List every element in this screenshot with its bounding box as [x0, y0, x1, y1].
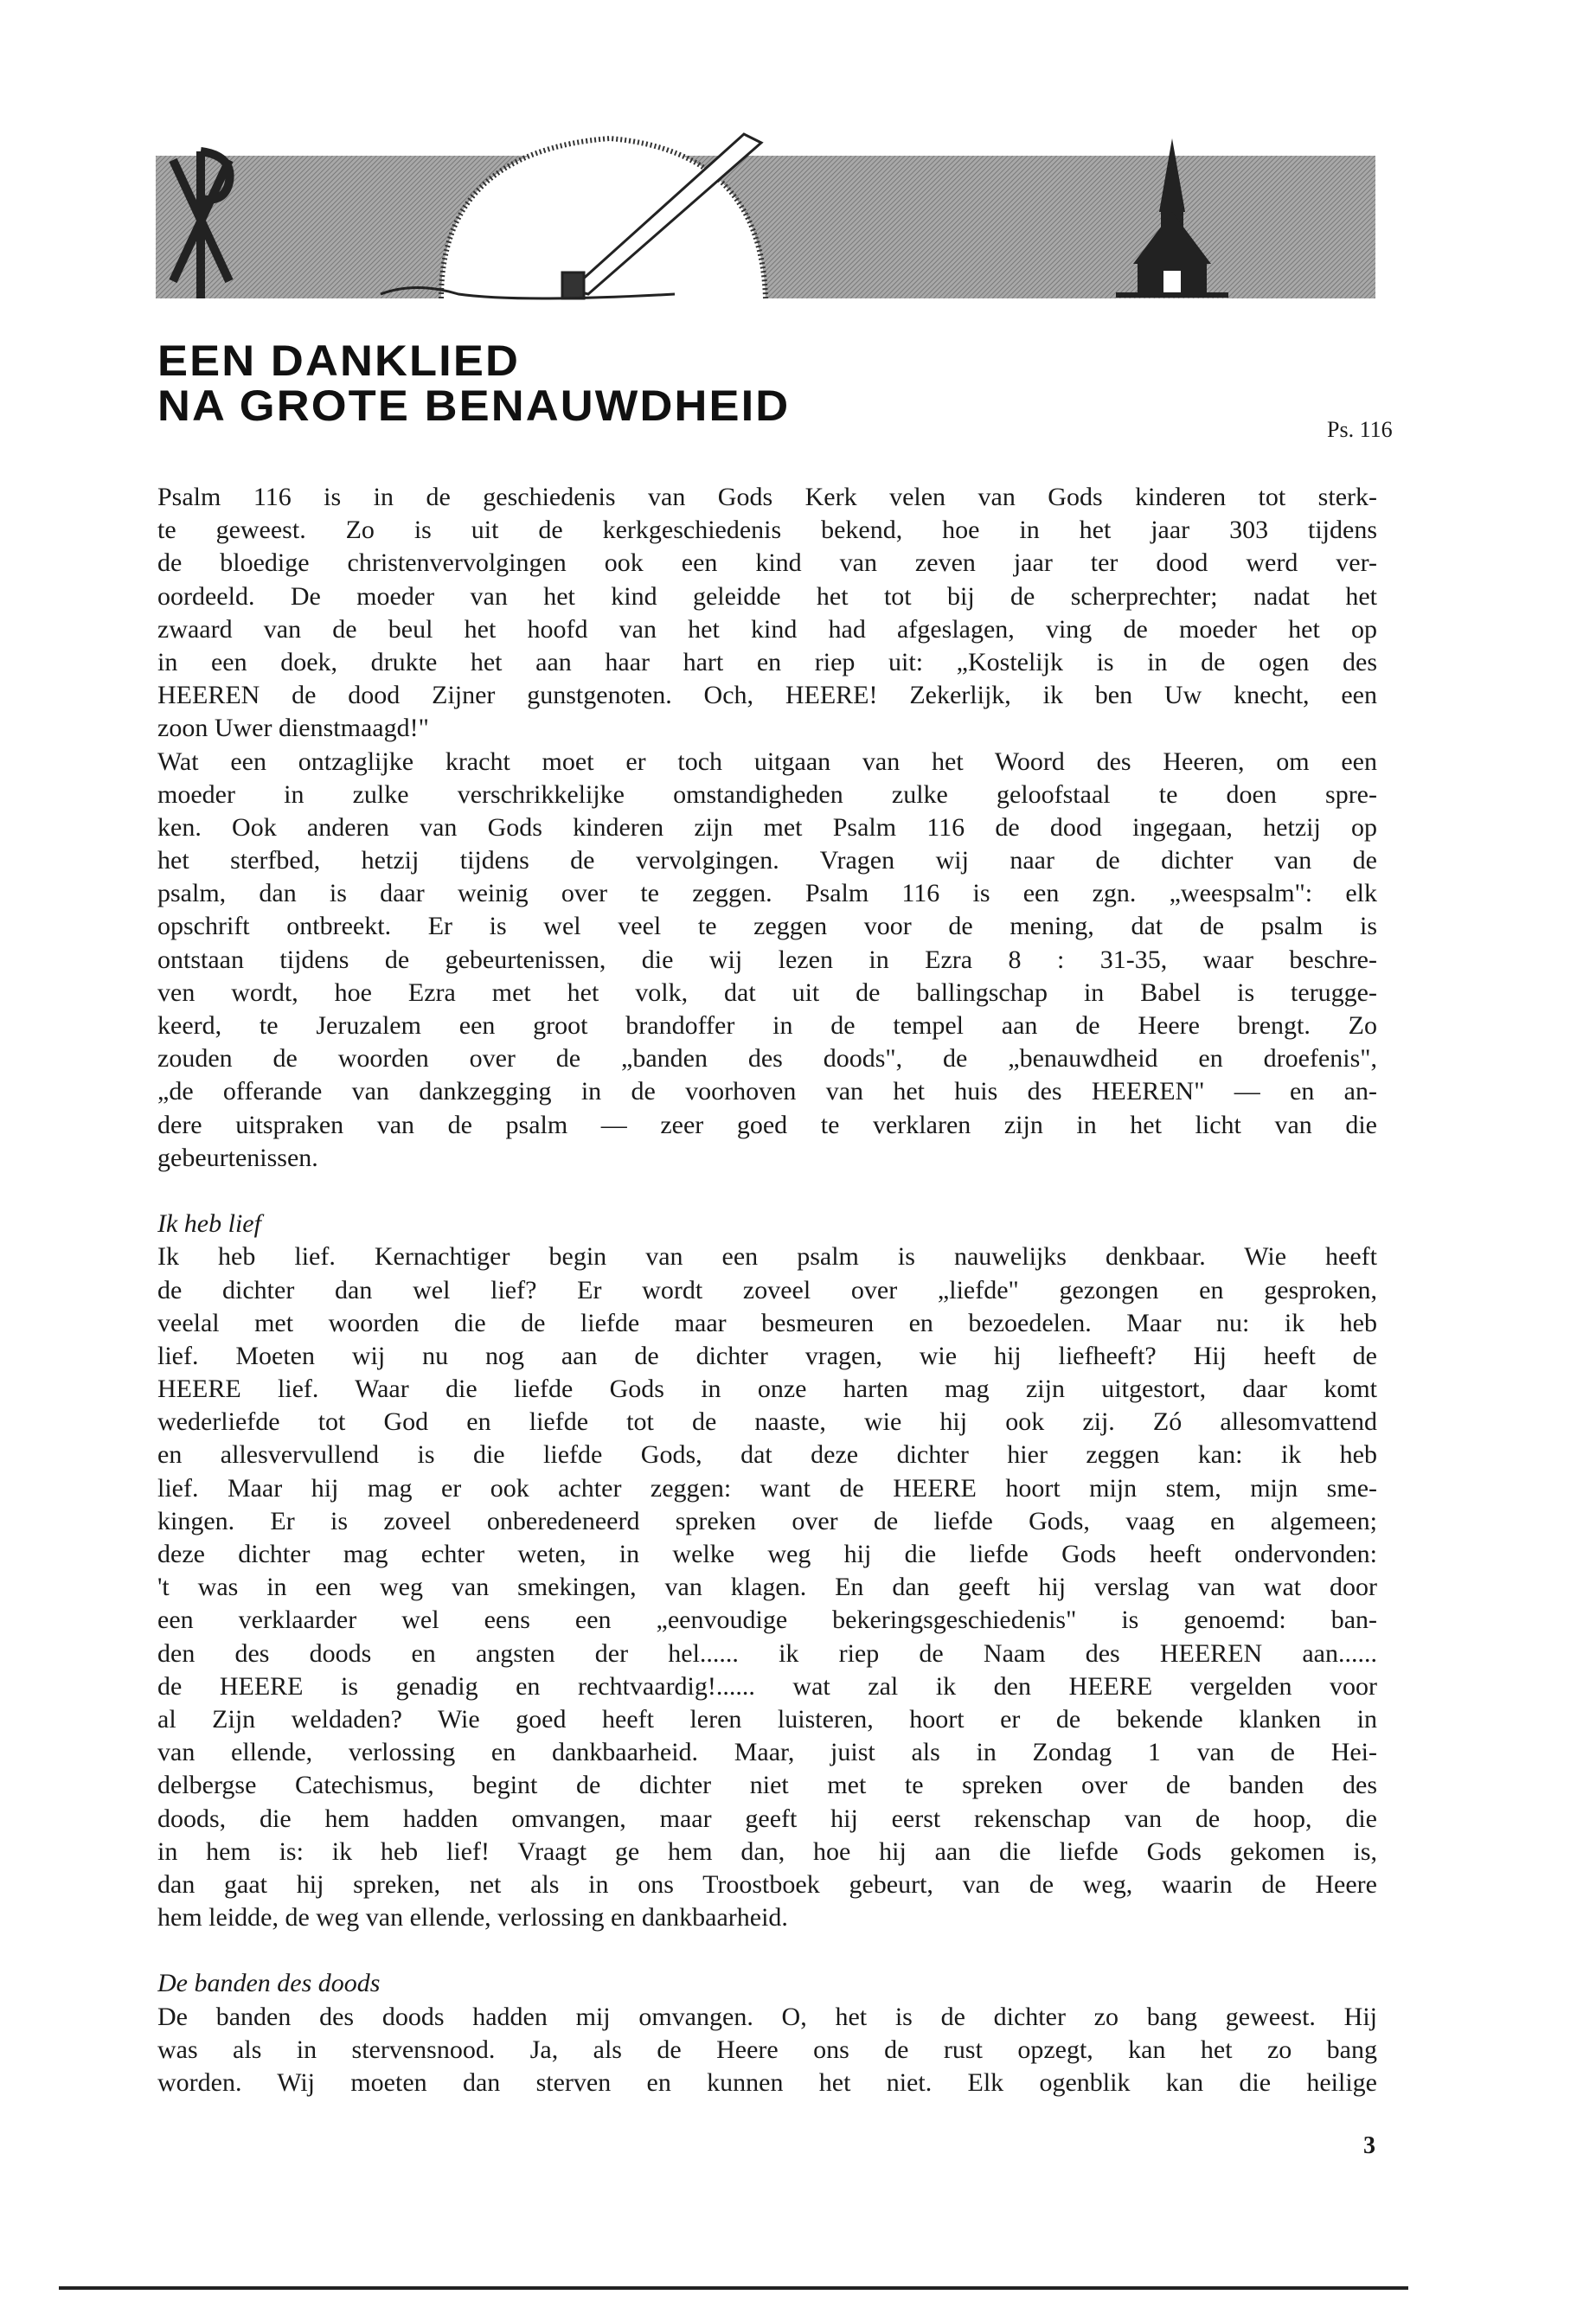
text-line: ven wordt, hoe Ezra met het volk, dat uit de ballingschap in Babel is terugge-: [157, 977, 1377, 1007]
text-line: zwaard van de beul het hoofd van het kind had afgeslagen, ving de moeder het op: [157, 614, 1377, 644]
page-number: 3: [1363, 2132, 1375, 2159]
text-line: al Zijn weldaden? Wie goed heeft leren luisteren, hoort er de bekende klanken in: [157, 1704, 1377, 1734]
text-line: den des doods en angsten der hel...... ik riep de Naam des HEEREN aan......: [157, 1638, 1377, 1668]
text-line: zoon Uwer dienstmaagd!": [157, 714, 429, 743]
title-line-2: NA GROTE BENAUWDHEID: [157, 381, 791, 430]
psalm-reference: Ps. 116: [1327, 417, 1393, 442]
section-gap: [157, 1175, 1377, 1208]
text-line: en allesvervullend is die liefde Gods, dat deze dichter hier zeggen kan: ik heb: [157, 1440, 1377, 1470]
text-line: gebeurtenissen.: [157, 1143, 318, 1172]
text-line: in hem is: ik heb lief! Vraagt ge hem dan, hoe hij aan die liefde Gods gekomen is,: [157, 1836, 1377, 1866]
text-line: was als in stervensnood. Ja, als de Heere ons de rust opzegt, kan het zo bang: [157, 2035, 1377, 2064]
text-line: lief. Maar hij mag er ook achter zeggen: want de HEERE hoort mijn stem, mijn sme-: [157, 1473, 1377, 1503]
text-line: veelal met woorden die de liefde maar besmeuren en bezoedelen. Maar nu: ik heb: [157, 1308, 1377, 1337]
text-line: De banden des doods hadden mij omvangen. O, het is de dichter zo bang geweest. Hij: [157, 2002, 1377, 2031]
text-line: Wat een ontzaglijke kracht moet er toch uitgaan van het Woord des Heeren, om een: [157, 747, 1377, 776]
text-line: dan gaat hij spreken, net als in ons Troostboek gebeurt, van de weg, waarin de Heere: [157, 1869, 1377, 1899]
text-line: in een doek, drukte het aan haar hart en riep uit: „Kostelijk is in de ogen des: [157, 647, 1377, 676]
bottom-rule: [59, 2286, 1408, 2290]
text-line: hem leidde, de weg van ellende, verlossing en dankbaarheid.: [157, 1903, 788, 1932]
article-body: [157, 481, 1377, 2099]
text-line: Ik heb lief. Kernachtiger begin van een psalm is nauwelijks denkbaar. Wie heeft: [157, 1242, 1377, 1272]
header-illustration: [156, 117, 1384, 303]
text-line: HEEREN de dood Zijner gunstgenoten. Och, HEERE! Zekerlijk, ik ben Uw knecht, een: [157, 681, 1377, 710]
text-line: moeder in zulke verschrikkelijke omstandigheden zulke geloofstaal te doen spre-: [157, 779, 1377, 809]
text-line: lief. Moeten wij nu nog aan de dichter vragen, wie hij liefheeft? Hij heeft de: [157, 1341, 1377, 1370]
text-line: zouden de woorden over de „banden des doods", de „benauwdheid en droefenis",: [157, 1044, 1377, 1074]
text-line: te geweest. Zo is uit de kerkgeschiedenis bekend, hoe in het jaar 303 tijdens: [157, 516, 1377, 545]
text-line: keerd, te Jeruzalem een groot brandoffer in de tempel aan de Heere brengt. Zo: [157, 1011, 1377, 1040]
text-line: psalm, dan is daar weinig over te zeggen. Psalm 116 is een zgn. „weespsalm": elk: [157, 879, 1377, 908]
text-line: HEERE lief. Waar die liefde Gods in onze harten mag zijn uitgestort, daar komt: [157, 1375, 1377, 1404]
text-line: doods, die hem hadden omvangen, maar geeft hij eerst rekenschap van de hoop, die: [157, 1804, 1377, 1833]
text-line: deze dichter mag echter weten, in welke weg hij die liefde Gods heeft ondervonden:: [157, 1540, 1377, 1568]
text-line: de dichter dan wel lief? Er wordt zoveel over „liefde" gezongen en gesproken,: [157, 1275, 1377, 1304]
text-line: delbergse Catechismus, begint de dichter niet met te spreken over de banden des: [157, 1771, 1377, 1800]
text-line: een verklaarder wel eens een „eenvoudige bekeringsgeschiedenis" is genoemd: ban-: [157, 1606, 1377, 1635]
text-line: Psalm 116 is in de geschiedenis van Gods Kerk velen van Gods kinderen tot sterk-: [157, 483, 1377, 511]
text-line: dere uitspraken van de psalm — zeer goed te verklaren zijn in het licht van die: [157, 1110, 1377, 1139]
text-line: oordeeld. De moeder van het kind geleidde het tot bij de scherprechter; nadat het: [157, 581, 1377, 611]
section-gap: [157, 1934, 1377, 1967]
text-line: 't was in een weg van smekingen, van klagen. En dan geeft hij verslag van wat door: [157, 1573, 1377, 1602]
text-line: ken. Ook anderen van Gods kinderen zijn met Psalm 116 de dood ingegaan, hetzij op: [157, 812, 1377, 842]
text-line: van ellende, verlossing en dankbaarheid. Maar, juist als in Zondag 1 van de Hei-: [157, 1738, 1377, 1767]
text-line: de HEERE is genadig en rechtvaardig!...... wat zal ik den HEERE vergelden voor: [157, 1671, 1377, 1701]
text-line: het sterfbed, hetzij tijdens de vervolgingen. Vragen wij naar de dichter van de: [157, 846, 1377, 875]
text-line: „de offerande van dankzegging in de voorhoven van het huis des HEEREN" — en an-: [157, 1077, 1377, 1106]
text-line: de bloedige christenvervolgingen ook een kind van zeven jaar ter dood werd ver-: [157, 548, 1377, 578]
text-line: ontstaan tijdens de gebeurtenissen, die wij lezen in Ezra 8 : 31-35, waar beschre-: [157, 945, 1377, 974]
text-line: opschrift ontbreekt. Er is wel veel te zeggen voor de mening, dat de psalm is: [157, 912, 1377, 941]
text-line: kingen. Er is zoveel onberedeneerd spreken over de liefde Gods, vaag en algemeen;: [157, 1506, 1377, 1535]
section-heading: Ik heb lief: [157, 1209, 261, 1239]
text-line: wederliefde tot God en liefde tot de naaste, wie hij ook zij. Zó allesomvattend: [157, 1407, 1377, 1437]
section-heading: De banden des doods: [157, 1969, 381, 1998]
text-line: worden. Wij moeten dan sterven en kunnen het niet. Elk ogenblik kan die heilige: [157, 2068, 1377, 2097]
title-line-1: EEN DANKLIED: [157, 336, 520, 385]
